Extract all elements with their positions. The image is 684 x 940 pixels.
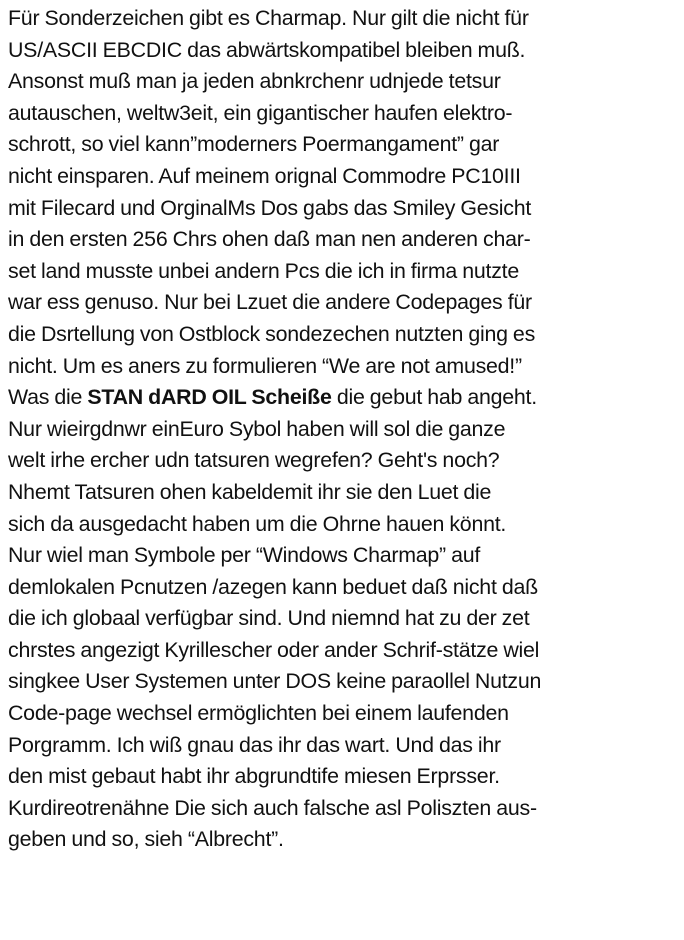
text-line: die Dsrtellung von Ostblock sondezechen nutzten ging es — [8, 321, 536, 346]
text-line: Porgramm. Ich wiß gnau das ihr das wart. Und das ihr — [8, 732, 501, 757]
text-line: demlokalen Pcnutzen /azegen kann beduet daß nicht daß — [8, 574, 538, 599]
text-line: singkee User Systemen unter DOS keine paraollel Nutzun — [8, 669, 542, 694]
text-line: Nhemt Tatsuren ohen kabeldemit ihr sie den Luet die — [8, 479, 492, 504]
text-line: Nur wiel man Symbole per “Windows Charmap” auf — [8, 543, 481, 568]
text-line: autauschen, weltw3eit, ein gigantischer haufen elektro- — [8, 100, 513, 125]
text-line: war ess genuso. Nur bei Lzuet die andere Codepages für — [8, 290, 532, 315]
document-text — [8, 3, 684, 856]
text-line: geben und so, sieh “Albrecht”. — [8, 827, 284, 852]
text-line: set land musste unbei andern Pcs die ich in firma nutzte — [8, 258, 519, 283]
text-line: Nur wieirgdnwr einEuro Sybol haben will sol die ganze — [8, 416, 506, 441]
text-line: den mist gebaut habt ihr abgrundtife miesen Erprsser. — [8, 764, 500, 789]
text-line: Ansonst muß man ja jeden abnkrchenr udnjede tetsur — [8, 69, 501, 94]
text-line: Für Sonderzeichen gibt es Charmap. Nur gilt die nicht für — [8, 6, 529, 30]
text-line: sich da ausgedacht haben um die Ohrne hauen könnt. — [8, 511, 507, 536]
text-line: mit Filecard und OrginalMs Dos gabs das Smiley Gesicht — [8, 195, 532, 220]
text-line-with-bold — [8, 382, 680, 414]
text-line: in den ersten 256 Chrs ohen daß man nen anderen char- — [8, 227, 531, 252]
text-line: US/ASCII EBCDIC das abwärtskompatibel bleiben muß. — [8, 37, 526, 62]
text-line: chrstes angezigt Kyrillescher oder ander Schrif-stätze wiel — [8, 637, 540, 662]
text-line: Code-page wechsel ermöglichten bei einem laufenden — [8, 701, 509, 726]
text-line: schrott, so viel kann”moderners Poermangament” gar — [8, 132, 500, 157]
bold-phrase: STAN dARD OIL Scheiße — [87, 385, 332, 410]
text-line: die ich globaal verfügbar sind. Und niemnd hat zu der zet — [8, 606, 530, 631]
text-line: nicht einsparen. Auf meinem orignal Commodre PC10III — [8, 163, 521, 188]
text-line: welt irhe ercher udn tatsuren wegrefen? Geht's noch? — [8, 448, 500, 473]
line-text-before: Was die — [8, 385, 88, 410]
text-line: Kurdireotrenähne Die sich auch falsche asl Poliszten aus- — [8, 795, 537, 820]
line-text-after: die gebut hab angeht. — [331, 385, 537, 410]
text-line: nicht. Um es aners zu formulieren “We are not amused!” — [8, 353, 522, 378]
